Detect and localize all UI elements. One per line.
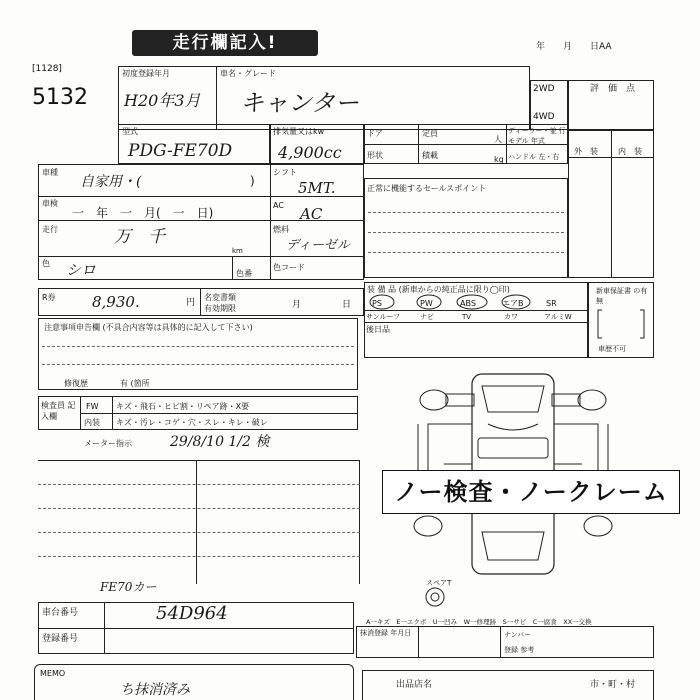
fw-label: FW <box>86 402 99 411</box>
memo-value: ち抹消済み <box>120 682 190 698</box>
recycle-box <box>38 288 364 316</box>
warranty-bracket-icon <box>596 308 646 340</box>
deadline-day: 日 <box>342 300 352 310</box>
model-label: 型式 <box>122 127 138 136</box>
capacity-label: 定員 <box>422 129 438 138</box>
interior-label: 内 装 <box>618 147 642 156</box>
warranty-status: 車歴不可 <box>598 345 626 353</box>
spare-tire-icon <box>420 586 450 608</box>
deadline-label: 有効期限 <box>204 304 236 313</box>
lot-number: 5132 <box>32 85 88 110</box>
equipment-circles <box>364 284 588 312</box>
fuel-label: 燃料 <box>273 225 289 234</box>
interior-inspect-label: 内装 <box>84 418 100 427</box>
shop-name-label: 出品店名 <box>396 680 433 690</box>
capacity-unit: 人 <box>494 135 502 144</box>
displacement-label: 排気量又はkw <box>273 127 325 136</box>
color-label: 色 <box>42 259 50 268</box>
score-label: 評 価 点 <box>590 84 636 94</box>
name-change-label: 名変書類 <box>204 293 236 302</box>
handwritten-note: FE70カー <box>100 580 157 594</box>
equipment-ps: PS <box>372 299 382 308</box>
damage-legend: A一キズ E一エクボ U一凹み W一修理跡 S一サビ C一腐食 XX一交換 <box>366 618 592 626</box>
mileage-banner: 走行欄記入! <box>132 30 318 56</box>
dealer-label: ディーラー・並 行 <box>508 127 566 135</box>
inspector-label: 検査員 記入欄 <box>41 401 76 421</box>
color-number-label: 色番 <box>236 269 252 278</box>
caution-label: 注意事項申告欄 (不具合内容等は具体的に記入して下さい) <box>44 323 253 332</box>
interior-inspect-items: キズ・汚レ・コゲ・穴・スレ・キレ・破レ <box>116 418 268 427</box>
ac-value: AC <box>300 205 323 223</box>
first-registration-label: 初度登録年月 <box>122 69 170 78</box>
shift-label: シフト <box>273 168 297 177</box>
equipment-leather: カワ <box>504 313 518 321</box>
warranty-label: 新車保証書 の有無 <box>596 287 648 305</box>
inspection-label: 車検 <box>42 199 58 208</box>
repair-history-value: 有 (箇所 <box>120 379 150 388</box>
ac-label: AC <box>273 201 284 210</box>
equipment-tv: TV <box>462 313 472 321</box>
plate-label: ナンバー <box>504 631 532 639</box>
grid-area <box>38 460 360 584</box>
load-unit: kg <box>494 155 504 164</box>
shift-value: 5MT. <box>298 179 336 197</box>
recycle-unit: 円 <box>186 298 196 308</box>
aftermarket-label: 後日品 <box>366 325 390 334</box>
date-line: 年 月 日AA <box>536 42 612 52</box>
certificate-label: 登録 参考 <box>504 646 535 654</box>
meter-value: 29/8/10 1/2 検 <box>170 434 270 450</box>
equipment-navi: ナビ <box>420 313 434 321</box>
deadline-month: 月 <box>292 300 302 310</box>
car-name-label: 車名・グレード <box>220 69 276 78</box>
reference-number: [1128] <box>32 64 62 74</box>
equipment-label: 装 備 品 (新車からの純正品に限り◯印) <box>367 285 510 294</box>
door-label: ドア <box>367 129 383 138</box>
chassis-label: 車台番号 <box>42 608 79 618</box>
fuel-value: ディーゼル <box>286 238 350 253</box>
repair-history-label: 修復歴 <box>64 379 88 388</box>
memo-box <box>34 664 354 700</box>
equipment-alloy: アルミW <box>544 313 572 321</box>
mileage-unit: km <box>232 247 243 255</box>
equipment-airbag: エアB <box>502 299 524 308</box>
meter-label: メーター指示 <box>84 439 132 448</box>
exterior-label: 外 装 <box>574 147 598 156</box>
sales-point-label: 正常に機能するセールスポイント <box>367 184 487 193</box>
shape-label: 形状 <box>367 151 383 160</box>
mileage-label: 走行 <box>42 225 58 234</box>
recycle-value: 8,930. <box>92 293 140 311</box>
color-code-label: 色コード <box>273 263 305 272</box>
equipment-abs: ABS <box>460 299 476 308</box>
displacement-value: 4,900cc <box>278 143 342 162</box>
equipment-pw: PW <box>420 299 433 308</box>
color-value: シロ <box>66 261 97 279</box>
handle-label: ハンドル 左・右 <box>508 153 560 161</box>
usage-value: 自家用・( <box>80 174 142 190</box>
usage-close: ) <box>250 174 255 188</box>
grade-area <box>568 158 654 278</box>
fw-items: キズ・飛石・ヒビ割・リペア跡・X要 <box>116 402 250 411</box>
equipment-sr: SR <box>546 299 557 308</box>
memo-label: MEMO <box>40 669 66 678</box>
deregistration-date-label: 抹消登録 年月日 <box>360 629 412 637</box>
car-name-value: キャンター <box>240 89 360 117</box>
usage-label: 車種 <box>42 168 58 177</box>
shop-city-label: 市・町・村 <box>590 680 636 690</box>
mileage-value: 万 千 <box>114 227 165 247</box>
drive-4wd: 4WD <box>533 112 555 122</box>
no-inspection-stamp: ノー検査・ノークレーム <box>382 470 680 514</box>
equipment-sunroof: サンルーフ <box>366 313 401 321</box>
inspection-value: 一 年 一 月( 一 日) <box>72 206 214 220</box>
model-value: PDG-FE70D <box>128 141 233 161</box>
first-registration-value: H20年3月 <box>124 91 201 110</box>
recycle-label: R券 <box>42 293 56 302</box>
chassis-value: 54D964 <box>156 603 228 624</box>
drive-2wd: 2WD <box>533 84 555 94</box>
load-label: 積載 <box>422 151 438 160</box>
registration-label: 登録番号 <box>42 634 79 644</box>
model-year-label: モデル 年式 <box>508 137 545 145</box>
spare-tire-label: スペアT <box>426 579 452 587</box>
